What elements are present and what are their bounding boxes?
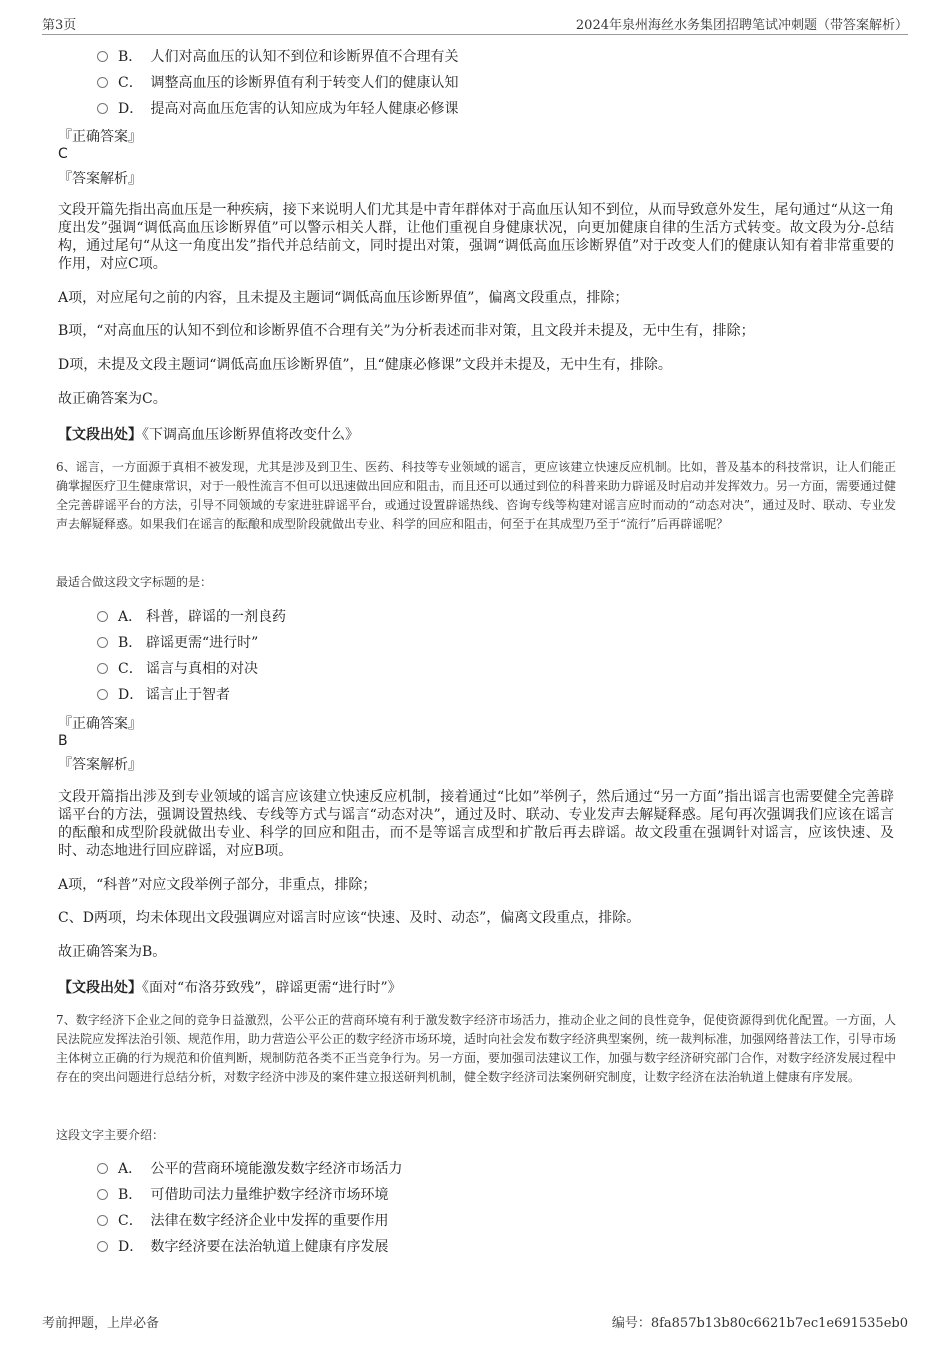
q6-option-b[interactable]: B． 辟谣更需“进行时” [97,634,258,652]
q5-analysis-paragraph: 文段开篇先指出高血压是一种疾病，接下来说明人们尤其是中青年群体对于高血压认知不到位，从而导致意外发生，尾句通过“从这一角度出发”强调“调低高血压诊断界值”可以警示相关人群，让他们重视自身健康状况，向更加健康自律的生活方式转变。故文段为分-总结构，通过尾句“从这一角度出发”指代并总结前文，同时提出对策，强调“调低高血压诊断界值”对于改变人们的健康认知有着非常重要的作用，对应C项。 [58,202,894,272]
q5-analysis-b: B项，“对高血压的认知不到位和诊断界值不合理有关”为分析表述而非对策，且文段并未提及，无中生有，排除； [58,323,755,339]
radio-icon[interactable] [97,611,108,622]
radio-icon[interactable] [97,1189,108,1200]
q5-answer: C [58,146,68,162]
q7-option-a[interactable]: A． 公平的营商环境能激发数字经济市场活力 [97,1160,402,1178]
document-title: 2024年泉州海丝水务集团招聘笔试冲刺题（带答案解析） [575,18,908,33]
document-id: 编号：8fa857b13b80c6621b7ec1e691535eb0 [611,1316,908,1331]
radio-icon[interactable] [97,77,108,88]
footer-slogan: 考前押题，上岸必备 [42,1316,160,1331]
page-number: 第3页 [42,18,77,33]
q7-option-d[interactable]: D． 数字经济要在法治轨道上健康有序发展 [97,1238,388,1256]
q6-analysis-a: A项，“科普”对应文段举例子部分，非重点，排除； [58,877,377,893]
q5-analysis-d: D项，未提及文段主题词“调低高血压诊断界值”，且“健康必修课”文段并未提及，无中生有，排除。 [58,357,672,373]
radio-icon[interactable] [97,637,108,648]
q7-option-b[interactable]: B． 可借助司法力量维护数字经济市场环境 [97,1186,388,1204]
radio-icon[interactable] [97,689,108,700]
radio-icon[interactable] [97,663,108,674]
q7-prompt: 这段文字主要介绍： [56,1128,165,1142]
q6-option-c[interactable]: C． 谣言与真相的对决 [97,660,258,678]
radio-icon[interactable] [97,51,108,62]
page-header [42,14,908,35]
radio-icon[interactable] [97,103,108,114]
radio-icon[interactable] [97,1241,108,1252]
q6-option-a[interactable]: A． 科普，辟谣的一剂良药 [97,608,286,626]
q5-source: 【文段出处】《下调高血压诊断界值将改变什么》 [58,427,359,443]
page-footer [42,1312,908,1330]
q7-option-c[interactable]: C． 法律在数字经济企业中发挥的重要作用 [97,1212,388,1230]
q6-analysis-paragraph: 文段开篇指出涉及到专业领域的谣言应该建立快速反应机制，接着通过“比如”举例子，然后通过“另一方面”指出谣言也需要健全完善辟谣平台的方法，强调设置热线、专线等方式与谣言“动态对决”，通过及时、联动、专业发声去解疑释惑。尾句再次强调我们应该在谣言的酝酿和成型阶段就做出专业、科学的回应和阻击，而不是等谣言成型和扩散后再去辟谣。故文段重在强调针对谣言，应该快速、及时、动态地进行回应辟谣，对应B项。 [58,789,894,859]
radio-icon[interactable] [97,1215,108,1226]
q5-analysis-label: 『答案解析』 [58,171,142,187]
q5-conclusion: 故正确答案为C。 [58,391,167,407]
radio-icon[interactable] [97,1163,108,1174]
q5-option-b[interactable]: B． 人们对高血压的认知不到位和诊断界值不合理有关 [97,48,458,66]
q6-prompt: 最适合做这段文字标题的是： [56,575,213,589]
q6-source: 【文段出处】《面对“布洛芬致残”，辟谣更需“进行时”》 [58,980,402,996]
q7-question: 7、数字经济下企业之间的竞争日益激烈，公平公正的营商环境有利于激发数字经济市场活力，推动企业之间的良性竞争，促使资源得到优化配置。一方面，人民法院应发挥法治引领、规范作用，助力营造公平公正的数字经济市场环境，适时向社会发布数字经济典型案例，统一裁判标准，加强网络普法工作，引导市场主体树立正确的行为规范和价值判断，规制防范各类不正当竞争行为。另一方面，要加强司法建议工作，加强与数字经济研究部门合作，对数字经济发展过程中存在的突出问题进行总结分析，对数字经济中涉及的案件建立报送研判机制，健全数字经济司法案例研究制度，让数字经济在法治轨道上健康有序发展。 [56,1013,897,1084]
q6-analysis-label: 『答案解析』 [58,757,142,773]
q5-option-c[interactable]: C． 调整高血压的诊断界值有利于转变人们的健康认知 [97,74,458,92]
q6-answer-label: 『正确答案』 [58,716,142,732]
q6-question: 6、谣言，一方面源于真相不被发现，尤其是涉及到卫生、医药、科技等专业领域的谣言，更应该建立快速反应机制。比如，普及基本的科技常识，让人们能正确掌握医疗卫生健康常识，对于一般性流言不但可以迅速做出回应和阻击，而且还可以通过到位的科普来助力辟谣及时启动并发挥效力。另一方面，需要通过健全完善辟谣平台的方法，引导不同领域的专家进驻辟谣平台，或通过设置辟谣热线、咨询专线等构建对谣言应时而动的“动态对决”，通过及时、联动、专业发声去解疑释惑。如果我们在谣言的酝酿和成型阶段就做出专业、科学的回应和阻击，何至于在其成型乃至于“流行”后再辟谣呢？ [56,460,897,531]
q6-option-d[interactable]: D． 谣言止于智者 [97,686,230,704]
q6-conclusion: 故正确答案为B。 [58,944,167,960]
q6-analysis-cd: C、D两项，均未体现出文段强调应对谣言时应该“快速、及时、动态”，偏离文段重点，排除。 [58,910,641,926]
q5-answer-label: 『正确答案』 [58,129,142,145]
q5-analysis-a: A项，对应尾句之前的内容，且未提及主题词“调低高血压诊断界值”，偏离文段重点，排除； [58,290,629,306]
q5-option-d[interactable]: D． 提高对高血压危害的认知应成为年轻人健康必修课 [97,100,458,118]
q6-answer: B [58,733,68,749]
